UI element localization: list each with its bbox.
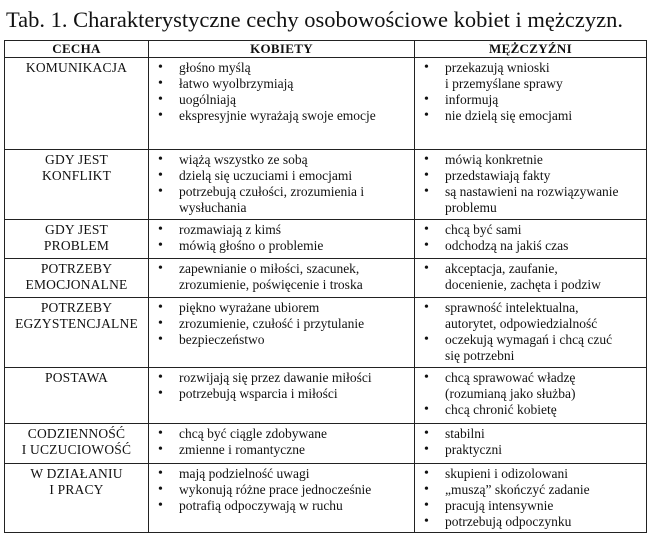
bullet-list <box>149 261 412 293</box>
bullet-list <box>149 300 412 348</box>
list-item: • uogólniają <box>149 92 412 108</box>
list-item: • potrzebują wsparcia i miłości <box>149 386 412 402</box>
cell-cecha <box>5 424 149 464</box>
cell-kobiety <box>149 220 415 259</box>
cell-mezczyzni <box>415 368 647 424</box>
list-item: • potrafią odpoczywają w ruchu <box>149 498 412 514</box>
bullet-list <box>415 222 644 254</box>
cell-kobiety <box>149 58 415 150</box>
list-item: • „muszą” skończyć zadanie <box>415 482 644 498</box>
list-item: • chcą być sami <box>415 222 644 238</box>
cell-mezczyzni <box>415 220 647 259</box>
header-cecha: CECHA <box>5 41 149 58</box>
cell-kobiety <box>149 424 415 464</box>
list-item: • nie dzielą się emocjami <box>415 108 644 124</box>
table-title: Tab. 1. Charakterystyczne cechy osobowościowe kobiet i mężczyzn. <box>6 7 623 32</box>
cecha-label: W DZIAŁANIU I PRACY <box>30 466 123 497</box>
cecha-label: POTRZEBY EGZYSTENCJALNE <box>15 300 138 331</box>
traits-table <box>4 40 647 533</box>
list-item: • praktyczni <box>415 442 644 458</box>
list-item: • chcą być ciągle zdobywane <box>149 426 412 442</box>
bullet-list <box>149 152 412 216</box>
list-item: • potrzebują czułości, zrozumienia i wysłuchania <box>149 184 412 216</box>
table-row <box>5 298 647 368</box>
cecha-label: KOMUNIKACJA <box>25 60 128 75</box>
bullet-list <box>415 300 644 364</box>
list-item: • oczekują wymagań i chcą czuć się potrzebni <box>415 332 644 364</box>
list-item: • skupieni i odizolowani <box>415 466 644 482</box>
list-item: • potrzebują odpoczynku <box>415 514 644 530</box>
list-item: • mówią konkretnie <box>415 152 644 168</box>
table-row <box>5 368 647 424</box>
list-item: • łatwo wyolbrzymiają <box>149 76 412 92</box>
cecha-label: POSTAWA <box>45 370 108 385</box>
bullet-list <box>415 370 644 418</box>
table-row <box>5 464 647 533</box>
list-item: • bezpieczeństwo <box>149 332 412 348</box>
table-body <box>5 58 647 533</box>
bullet-list <box>149 222 412 254</box>
table-row <box>5 150 647 220</box>
list-item: • piękno wyrażane ubiorem <box>149 300 412 316</box>
list-item: • rozwijają się przez dawanie miłości <box>149 370 412 386</box>
bullet-list <box>149 60 412 124</box>
cell-mezczyzni <box>415 298 647 368</box>
list-item: • odchodzą na jakiś czas <box>415 238 644 254</box>
table-row <box>5 58 647 150</box>
cecha-label: CODZIENNOŚĆ I UCZUCIOWOŚĆ <box>21 426 132 457</box>
table-row <box>5 220 647 259</box>
list-item: • zapewnianie o miłości, szacunek, zrozumienie, poświęcenie i troska <box>149 261 412 293</box>
bullet-list <box>415 261 644 293</box>
table-row <box>5 424 647 464</box>
bullet-list <box>149 426 412 458</box>
list-item: • informują <box>415 92 644 108</box>
cell-mezczyzni <box>415 259 647 298</box>
header-kobiety: KOBIETY <box>149 41 415 58</box>
list-item: • ekspresyjnie wyrażają swoje emocje <box>149 108 412 124</box>
list-item: • wykonują różne prace jednocześnie <box>149 482 412 498</box>
list-item: • przedstawiają fakty <box>415 168 644 184</box>
cecha-label: GDY JEST PROBLEM <box>43 222 110 253</box>
list-item: • akceptacja, zaufanie, docenienie, zachęta i podziw <box>415 261 644 293</box>
list-item: • stabilni <box>415 426 644 442</box>
list-item: • chcą chronić kobietę <box>415 402 644 418</box>
bullet-list <box>149 466 412 514</box>
bullet-list <box>149 370 412 402</box>
cell-kobiety <box>149 464 415 533</box>
cell-cecha <box>5 220 149 259</box>
cell-kobiety <box>149 259 415 298</box>
header-mezczyzni: MĘŻCZYŹNI <box>415 41 647 58</box>
list-item: • wiążą wszystko ze sobą <box>149 152 412 168</box>
table-row <box>5 259 647 298</box>
bullet-list <box>415 466 644 530</box>
bullet-list <box>415 60 644 124</box>
header-row <box>5 41 647 58</box>
list-item: • zrozumienie, czułość i przytulanie <box>149 316 412 332</box>
cell-cecha <box>5 464 149 533</box>
list-item: • zmienne i romantyczne <box>149 442 412 458</box>
cell-kobiety <box>149 150 415 220</box>
list-item: • mówią głośno o problemie <box>149 238 412 254</box>
list-item: • chcą sprawować władzę (rozumianą jako służba) <box>415 370 644 402</box>
list-item: • dzielą się uczuciami i emocjami <box>149 168 412 184</box>
cell-mezczyzni <box>415 58 647 150</box>
cell-cecha <box>5 150 149 220</box>
list-item: • są nastawieni na rozwiązywanie problemu <box>415 184 644 216</box>
cell-cecha <box>5 368 149 424</box>
list-item: • pracują intensywnie <box>415 498 644 514</box>
list-item: • głośno myślą <box>149 60 412 76</box>
bullet-list <box>415 152 644 216</box>
cecha-label: GDY JEST KONFLIKT <box>41 152 112 183</box>
cell-mezczyzni <box>415 424 647 464</box>
cell-mezczyzni <box>415 150 647 220</box>
cecha-label: POTRZEBY EMOCJONALNE <box>25 261 128 292</box>
cell-kobiety <box>149 368 415 424</box>
list-item: • rozmawiają z kimś <box>149 222 412 238</box>
cell-cecha <box>5 259 149 298</box>
cell-kobiety <box>149 298 415 368</box>
list-item: • sprawność intelektualna, autorytet, odpowiedzialność <box>415 300 644 332</box>
list-item: • przekazują wnioski i przemyślane sprawy <box>415 60 644 92</box>
cell-mezczyzni <box>415 464 647 533</box>
bullet-list <box>415 426 644 458</box>
cell-cecha <box>5 58 149 150</box>
list-item: • mają podzielność uwagi <box>149 466 412 482</box>
cell-cecha <box>5 298 149 368</box>
